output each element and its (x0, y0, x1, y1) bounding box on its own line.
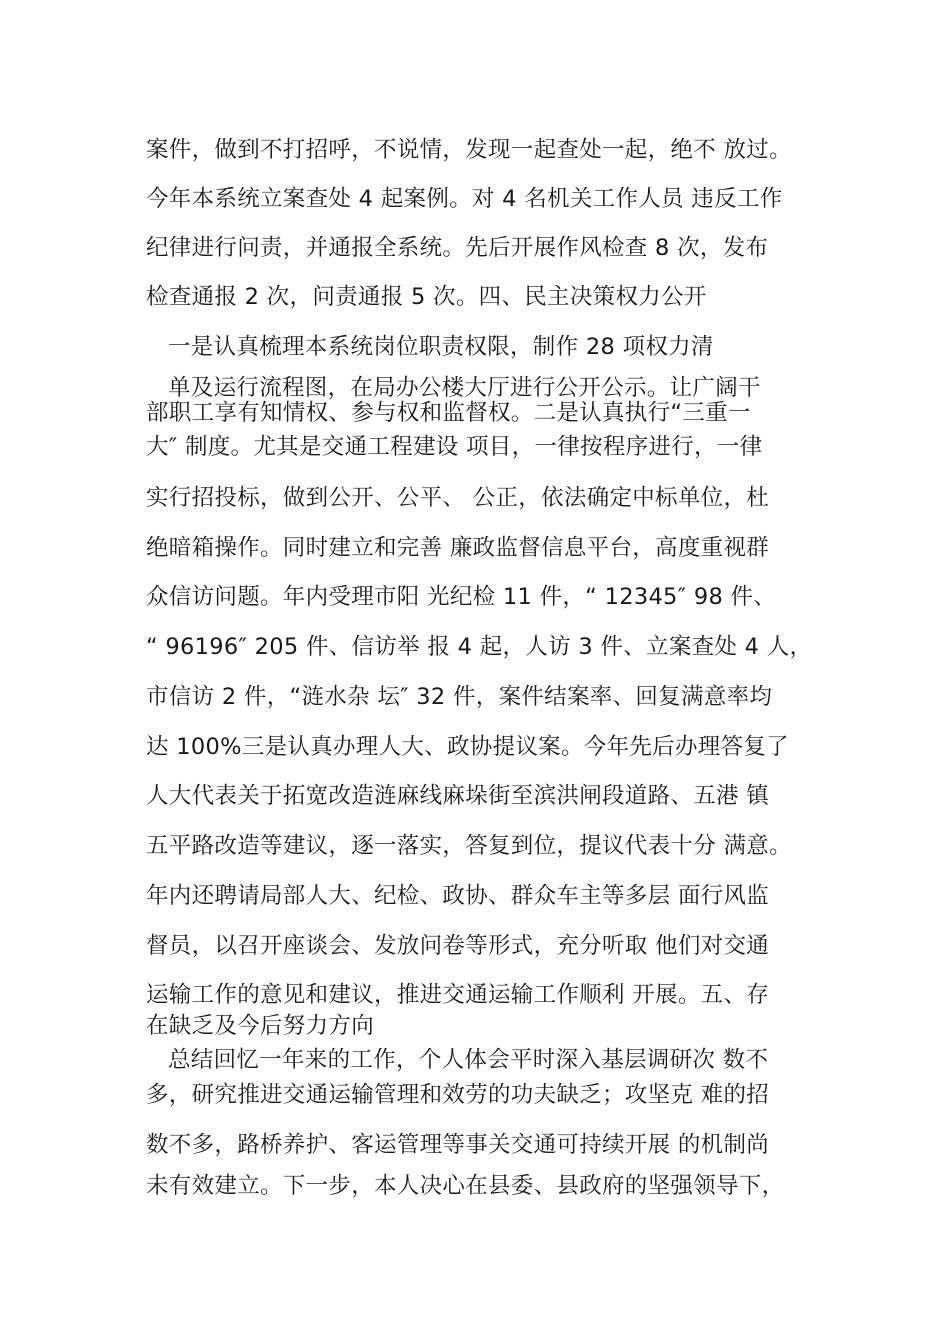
text-line: 达 100%三是认真办理人大、政协提议案。今年先后办理答复了 (146, 734, 789, 760)
text-line: 多，研究推进交通运输管理和效劳的功夫缺乏；攻坚克 难的招 (146, 1082, 770, 1108)
text-line: 众信访问题。年内受理市阳 光纪检 11 件，“ 12345″ 98 件、 (146, 584, 777, 610)
text-line: 督员，以召开座谈会、发放问卷等形式，充分听取 他们对交通 (146, 933, 770, 959)
text-line: 今年本系统立案查处 4 起案例。对 4 名机关工作人员 违反工作 (146, 186, 783, 212)
text-line: 数不多，路桥养护、客运管理等事关交通可持续开展 的机制尚 (146, 1132, 770, 1158)
text-line: 未有效建立。下一步，本人决心在县委、县政府的坚强领导下， (146, 1173, 785, 1199)
text-line: 一是认真梳理本系统岗位职责权限，制作 28 项权力清 (168, 334, 714, 360)
text-line: 大″ 制度。尤其是交通工程建设 项目，一律按程序进行，一律 (146, 434, 763, 460)
text-line: 单及运行流程图，在局办公楼大厅进行公开公示。让广阔干 (168, 375, 761, 401)
text-line: 实行招投标，做到公开、公平、 公正，依法确定中标单位，杜 (146, 485, 770, 511)
text-line: 年内还聘请局部人大、纪检、政协、群众车主等多层 面行风监 (146, 883, 770, 909)
text-line: 市信访 2 件，“涟水杂 坛″ 32 件，案件结案率、回复满意率均 (146, 684, 773, 710)
text-line: 绝暗箱操作。同时建立和完善 廉政监督信息平台，高度重视群 (146, 535, 770, 561)
text-line: “ 96196″ 205 件、信访举 报 4 起，人访 3 件、立案查处 4 人， (146, 634, 813, 660)
text-line: 纪律进行问责，并通报全系统。先后开展作风检查 8 次，发布 (146, 235, 769, 261)
text-line: 在缺乏及今后努力方向 (146, 1013, 375, 1039)
text-line: 运输工作的意见和建议，推进交通运输工作顺利 开展。五、存 (146, 982, 770, 1008)
text-line: 部职工享有知情权、参与权和监督权。二是认真执行“三重一 (146, 400, 751, 426)
text-line: 人大代表关于拓宽改造涟麻线麻垛街至滨洪闸段道路、五港 镇 (146, 783, 770, 809)
text-line: 案件，做到不打招呼，不说情，发现一起查处一起，绝不 放过。 (146, 137, 792, 163)
text-line: 检查通报 2 次，问责通报 5 次。四、民主决策权力公开 (146, 284, 707, 310)
text-line: 五平路改造等建议，逐一落实，答复到位，提议代表十分 满意。 (146, 833, 792, 859)
text-line: 总结回忆一年来的工作，个人体会平时深入基层调研次 数不 (168, 1047, 769, 1073)
